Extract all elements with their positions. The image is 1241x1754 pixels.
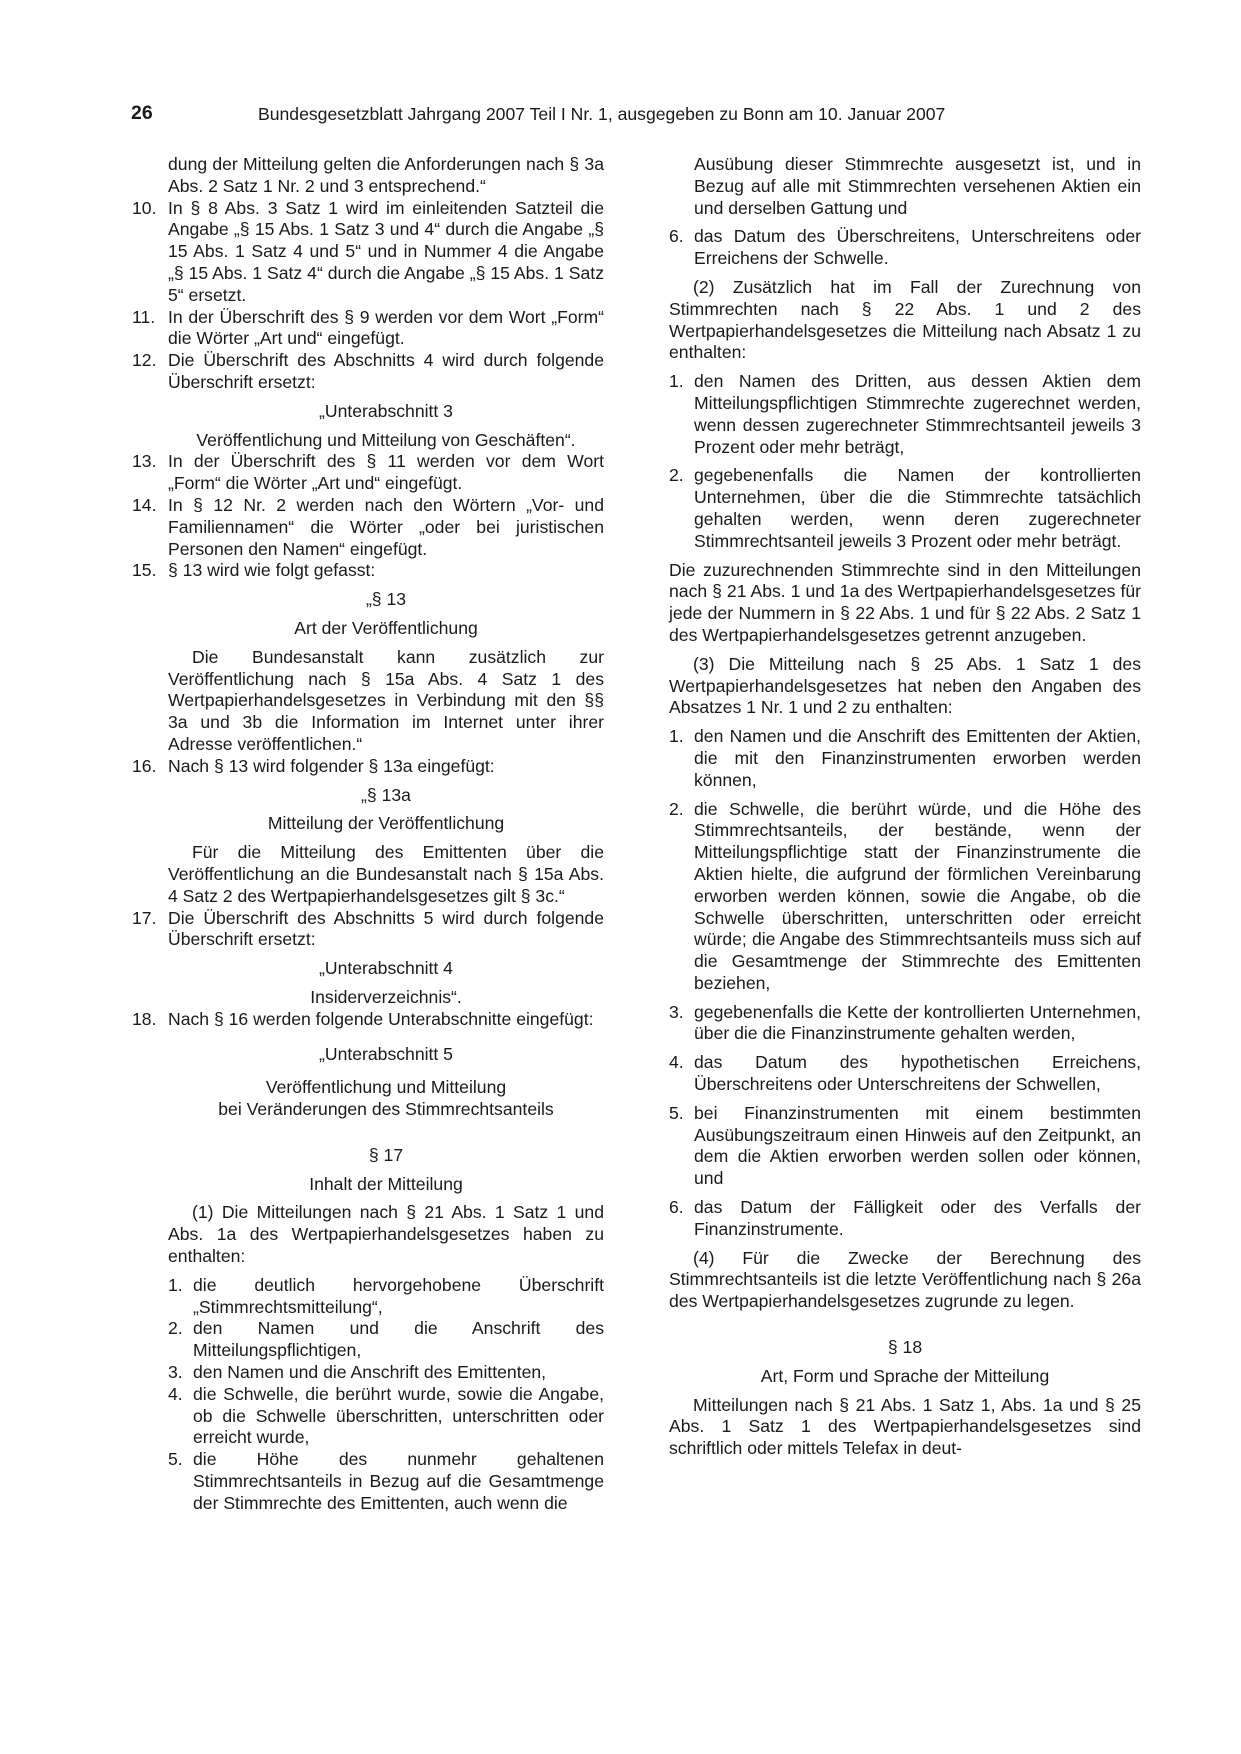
list-item [669, 465, 1141, 552]
item-number: 6. [669, 226, 684, 247]
item-text: das Datum des Überschreitens, Unterschreitens oder Erreichens der Schwelle. [694, 226, 1141, 269]
item-continuation: Ausübung dieser Stimmrechte ausgesetzt ist, und in Bezug auf alle mit Stimmrechten versehenen Aktien ein und derselben Gattung und [694, 154, 1141, 218]
section-title: Inhalt der Mitteilung [309, 1173, 463, 1194]
item-text: den Namen und die Anschrift des Mitteilungspflichtigen, [193, 1318, 604, 1361]
quoted-heading: „Unterabschnitt 3 [319, 400, 453, 421]
quoted-heading: Veröffentlichung und Mitteilung [265, 1077, 507, 1098]
list-item [669, 1197, 1141, 1241]
item-text: Die Überschrift des Abschnitts 5 wird durch folgende Überschrift ersetzt: [168, 907, 604, 950]
item-number: 1. [168, 1274, 183, 1295]
list-item [168, 1318, 604, 1362]
list-item [132, 560, 604, 582]
running-head: Bundesgesetzblatt Jahrgang 2007 Teil I Nr. 1, ausgegeben zu Bonn am 10. Januar 2007 [258, 104, 946, 124]
quoted-heading: Veröffentlichung und Mitteilung von Geschäften“. [196, 429, 576, 450]
quoted-heading: bei Veränderungen des Stimmrechtsanteils [218, 1099, 554, 1120]
item-text: das Datum der Fälligkeit oder des Verfalls der Finanzinstrumente. [694, 1197, 1141, 1239]
item-text: die deutlich hervorgehobene Überschrift „Stimmrechtsmitteilung“, [193, 1274, 604, 1317]
list-item [132, 1009, 604, 1031]
list-item [669, 726, 1141, 791]
item-number: 5. [669, 1102, 684, 1123]
item-number: 11. [132, 306, 156, 327]
list-item [669, 226, 1141, 270]
quoted-paragraph: Die Bundesanstalt kann zusätzlich zur Veröffentlichung nach § 15a Abs. 4 Satz 1 des Wertpapierhandelsgesetzes in Verbindung mit den §§ 3a und 3b die Information im Internet unter ihrer Adresse veröffentlichen.“ [168, 646, 604, 754]
paragraph: (2) Zusätzlich hat im Fall der Zurechnung von Stimmrechten nach § 22 Abs. 1 und 2 des Wertpapierhandelsgesetzes die Mitteilung nach Absatz 1 zu enthalten: [669, 276, 1141, 363]
item-text: den Namen und die Anschrift des Emittenten, [193, 1362, 547, 1383]
page-number: 26 [131, 102, 153, 124]
item-text: die Schwelle, die berührt würde, und die Höhe des Stimmrechtsanteils, der bestände, wenn der Mitteilungspflichtige statt der Finanzinstrumente die Aktien hielte, die aufgrund der förmlichen Vereinbarung erworben werden können, sowie die Angabe, ob die Schwelle überschritten, unterschritten oder erreicht würde; die Angabe des Stimmrechtsanteils muss sich auf die Gesamtmenge der Stimmrechte des Emittenten beziehen, [694, 798, 1141, 993]
section-number: „§ 13 [365, 589, 407, 610]
paragraph: Die zuzurechnenden Stimmrechte sind in den Mitteilungen nach § 21 Abs. 1 und 1a des Wertpapierhandelsgesetzes für jede der Nummern in § 22 Abs. 1 und für § 22 Abs. 2 Satz 1 des Wertpapierhandelsgesetzes getrennt anzugeben. [669, 559, 1141, 645]
list-item [168, 1275, 604, 1319]
quoted-paragraph: Für die Mitteilung des Emittenten über die Veröffentlichung an die Bundesanstalt nach § 15a Abs. 4 Satz 2 des Wertpapierhandelsgesetzes gilt § 3c.“ [168, 842, 604, 906]
item-text: das Datum des hypothetischen Erreichens, Überschreitens oder Unterschreitens der Schwellen, [694, 1052, 1141, 1095]
paragraph: (4) Für die Zwecke der Berechnung des Stimmrechtsanteils ist die letzte Veröffentlichung nach § 26a des Wertpapierhandelsgesetzes zugrunde zu legen. [669, 1247, 1141, 1312]
item-number: 13. [132, 451, 157, 472]
right-column [669, 154, 1141, 1460]
paragraph: Mitteilungen nach § 21 Abs. 1 Satz 1, Abs. 1a und § 25 Abs. 1 Satz 1 des Wertpapierhandelsgesetzes sind schriftlich oder mittels Telefax in deut- [669, 1394, 1141, 1459]
list-item [132, 350, 604, 394]
item-number: 12. [132, 350, 157, 371]
item-number: 5. [168, 1449, 183, 1470]
list-item [132, 198, 604, 307]
section-number: § 17 [368, 1144, 404, 1165]
item-text: gegebenenfalls die Kette der kontrollierten Unternehmen, über die die Finanzinstrumente gehalten werden, [694, 1001, 1141, 1044]
item-number: 3. [168, 1362, 183, 1383]
item-text: gegebenenfalls die Namen der kontrollierten Unternehmen, über die die Stimmrechte tatsächlich gehalten werden, wenn deren zugerechneter Stimmrechtsanteil jeweils 3 Prozent oder mehr beträgt. [694, 465, 1141, 551]
section-number: „§ 13a [361, 784, 411, 805]
section-title: Art der Veröffentlichung [294, 617, 478, 638]
list-item [168, 1362, 604, 1384]
list-item [669, 799, 1141, 995]
item-number: 4. [168, 1383, 183, 1404]
item-text: bei Finanzinstrumenten mit einem bestimmten Ausübungszeitraum einen Hinweis auf den Zeitpunkt, an dem die Aktien erworben werden sollen oder können, und [694, 1102, 1141, 1189]
item-text: Die Überschrift des Abschnitts 4 wird durch folgende Überschrift ersetzt: [168, 350, 604, 392]
page-header [0, 103, 1241, 129]
list-item [669, 1002, 1141, 1046]
left-column [132, 154, 604, 1515]
list-item [132, 451, 604, 495]
intro-continuation: dung der Mitteilung gelten die Anforderungen nach § 3a Abs. 2 Satz 1 Nr. 2 und 3 entsprechend.“ [168, 154, 604, 196]
item-number: 3. [669, 1001, 684, 1022]
list-item [132, 495, 604, 560]
item-number: 1. [669, 726, 684, 747]
item-number: 10. [132, 197, 157, 218]
item-text: Nach § 13 wird folgender § 13a eingefügt: [168, 755, 495, 776]
item-text: die Höhe des nunmehr gehaltenen Stimmrechtsanteils in Bezug auf die Gesamtmenge der Stimmrechte des Emittenten, auch wenn die [193, 1449, 604, 1513]
item-text: In § 8 Abs. 3 Satz 1 wird im einleitenden Satzteil die Angabe „§ 15 Abs. 1 Satz 3 und 4“ durch die Angabe „§ 15 Abs. 1 Satz 4 und 5“ und in Nummer 4 die Angabe „§ 15 Abs. 1 Satz 4“ durch die Angabe „§ 15 Abs. 1 Satz 5“ ersetzt. [168, 197, 604, 305]
item-text: den Namen und die Anschrift des Emittenten der Aktien, die mit den Finanzinstrumenten erworben werden können, [694, 726, 1141, 790]
list-item [132, 908, 604, 952]
item-text: Nach § 16 werden folgende Unterabschnitte eingefügt: [168, 1008, 594, 1029]
item-number: 15. [132, 560, 157, 581]
quoted-heading: „Unterabschnitt 4 [319, 958, 453, 979]
paragraph: (3) Die Mitteilung nach § 25 Abs. 1 Satz 1 des Wertpapierhandelsgesetzes hat neben den Angaben des Absatzes 1 Nr. 1 und 2 zu enthalten: [669, 653, 1141, 718]
list-item [168, 1384, 604, 1449]
item-number: 2. [669, 465, 684, 486]
list-item [669, 1103, 1141, 1190]
item-number: 1. [669, 371, 684, 392]
item-text: § 13 wird wie folgt gefasst: [168, 560, 376, 581]
item-text: In der Überschrift des § 11 werden vor dem Wort „Form“ die Wörter „Art und“ eingefügt. [168, 451, 604, 494]
quoted-heading: „Unterabschnitt 5 [319, 1044, 453, 1065]
section-title: Mitteilung der Veröffentlichung [267, 813, 505, 834]
list-item [132, 307, 604, 351]
item-text: In § 12 Nr. 2 werden nach den Wörtern „Vor- und Familiennamen“ die Wörter „oder bei juristischen Personen den Namen“ eingefügt. [168, 494, 604, 559]
item-number: 4. [669, 1052, 684, 1073]
item-text: die Schwelle, die berührt wurde, sowie die Angabe, ob die Schwelle überschritten, unterschritten oder erreicht wurde, [193, 1383, 604, 1448]
item-number: 16. [132, 755, 157, 776]
item-number: 18. [132, 1008, 157, 1029]
item-number: 2. [669, 798, 684, 819]
list-item [669, 1052, 1141, 1096]
paragraph: (1) Die Mitteilungen nach § 21 Abs. 1 Satz 1 und Abs. 1a des Wertpapierhandelsgesetzes haben zu enthalten: [168, 1202, 604, 1267]
section-number: § 18 [887, 1337, 923, 1358]
list-item [132, 756, 604, 778]
item-text: den Namen des Dritten, aus dessen Aktien dem Mitteilungspflichtigen Stimmrechte zugerechnet werden, wenn dessen zugerechneter Stimmrechtsanteil jeweils 3 Prozent oder mehr beträgt, [694, 371, 1141, 457]
list-item [168, 1449, 604, 1514]
sub-list [132, 1275, 604, 1515]
section-title: Art, Form und Sprache der Mitteilung [760, 1365, 1050, 1386]
item-text: In der Überschrift des § 9 werden vor dem Wort „Form“ die Wörter „Art und“ eingefügt. [168, 306, 604, 349]
quoted-heading: Insiderverzeichnis“. [310, 986, 462, 1007]
item-number: 14. [132, 494, 157, 515]
list-item [669, 371, 1141, 458]
item-number: 6. [669, 1197, 684, 1218]
item-number: 17. [132, 907, 157, 928]
item-number: 2. [168, 1318, 183, 1339]
